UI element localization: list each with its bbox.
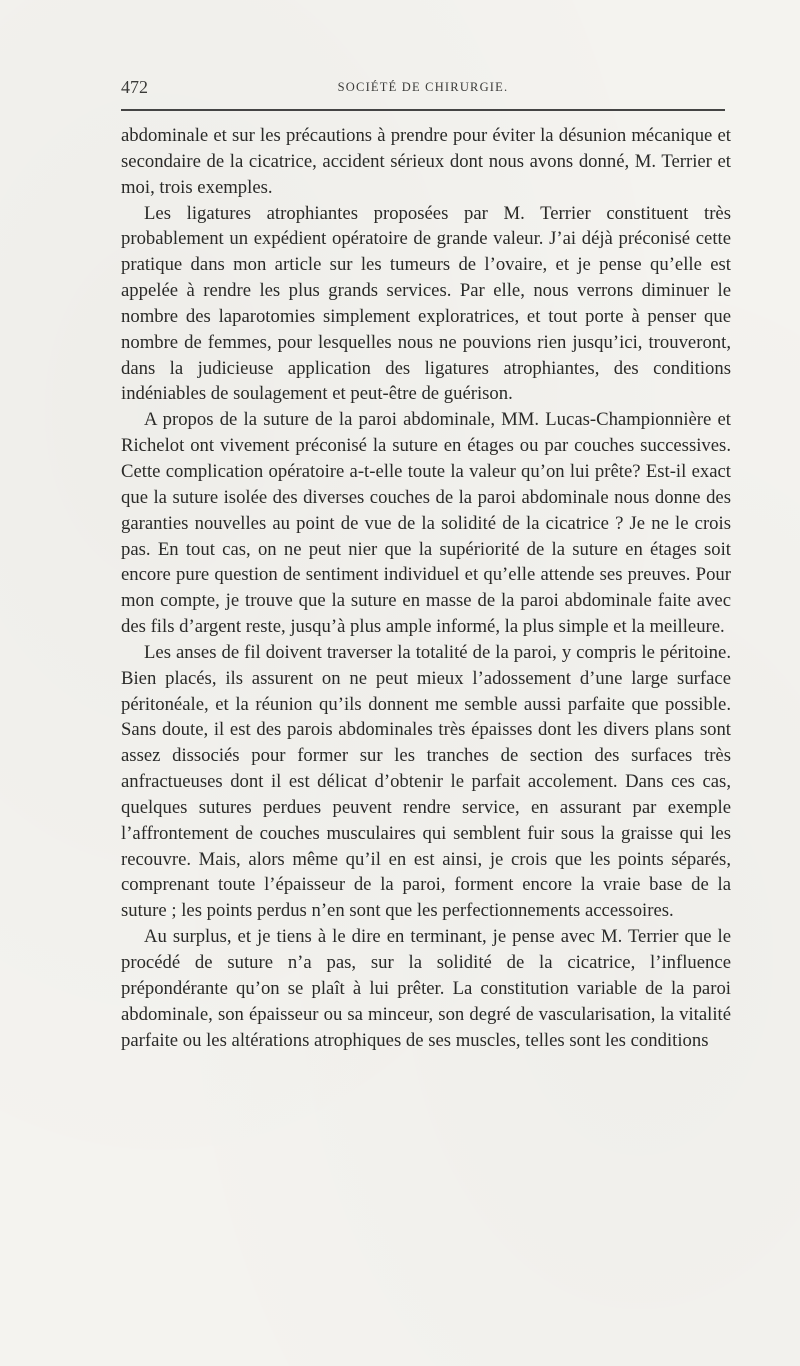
paragraph-anses-de-fil: Les anses de fil doivent traverser la totalité de la paroi, y compris le péritoine. Bien placés, ils assurent on ne peut mieux l’adossement d’une large surface péritonéale, et la réunion qu’ils donnent me semble aussi parfaite que possible. Sans doute, il est des parois abdominales très épaisses dont les divers plans sont assez dissociés pour former sur les tranches de section des surfaces très anfractueuses dont il est délicat d’obtenir le parfait accolement. Dans ces cas, quelques sutures perdues peuvent rendre service, en assurant par exemple l’affrontement de couches musculaires qui semblent fuir sous la graisse qui les recouvre. Mais, alors même qu’il en est ainsi, je crois que les points séparés, comprenant toute l’épaisseur de la paroi, forment encore la vraie base de la suture ; les points perdus n’en sont que les perfectionnements accessoires. (121, 641, 731, 922)
header-rule (121, 109, 725, 111)
running-title: SOCIÉTÉ DE CHIRURGIE. (337, 80, 509, 94)
paragraph-ligatures: Les ligatures atrophiantes proposées par M. Terrier constituent très probablement un expédient opératoire de grande valeur. J’ai déjà préconisé cette pratique dans mon article sur les tumeurs de l’ovaire, et je pense qu’elle est appelée à rendre les plus grands services. Par elle, nous verrons diminuer le nombre des laparotomies simplement exploratrices, et tout porte à penser que nombre de femmes, pour lesquelles nous ne pouvions rien jusqu’ici, trouveront, dans la judicieuse application des ligatures atrophiantes, des conditions indéniables de soulagement et peut-être de guérison. (121, 202, 731, 405)
running-head (121, 76, 725, 98)
paragraph-conclusion: Au surplus, et je tiens à le dire en terminant, je pense avec M. Terrier que le procédé de suture n’a pas, sur la solidité de la cicatrice, l’influence prépondérante qu’on se plaît à lui prêter. La constitution variable de la paroi abdominale, son épaisseur ou sa minceur, son degré de vascularisation, la vitalité parfaite ou les altérations atrophiques de ses muscles, telles sont les conditions (121, 926, 731, 1051)
paragraph-continued: abdominale et sur les précautions à prendre pour éviter la désunion mécanique et secondaire de la cicatrice, accident sérieux dont nous avons donné, M. Terrier et moi, trois exemples. (121, 125, 731, 198)
paragraph-suture-etages: A propos de la suture de la paroi abdominale, MM. Lucas-Championnière et Richelot ont vivement préconisé la suture en étages ou par couches successives. Cette complication opératoire a-t-elle toute la valeur qu’on lui prête? Est-il exact que la suture isolée des diverses couches de la paroi abdominale nous donne des garanties nouvelles au point de vue de la solidité de la cicatrice ? Je ne le crois pas. En tout cas, on ne peut nier que la supériorité de la suture en étages soit encore pure question de sentiment individuel et qu’elle attende ses preuves. Pour mon compte, je trouve que la suture en masse de la paroi abdominale faite avec des fils d’argent reste, jusqu’à plus ample informé, la plus simple et la meilleure. (121, 409, 731, 638)
page-number: 472 (121, 77, 148, 97)
body-text (121, 123, 731, 1053)
